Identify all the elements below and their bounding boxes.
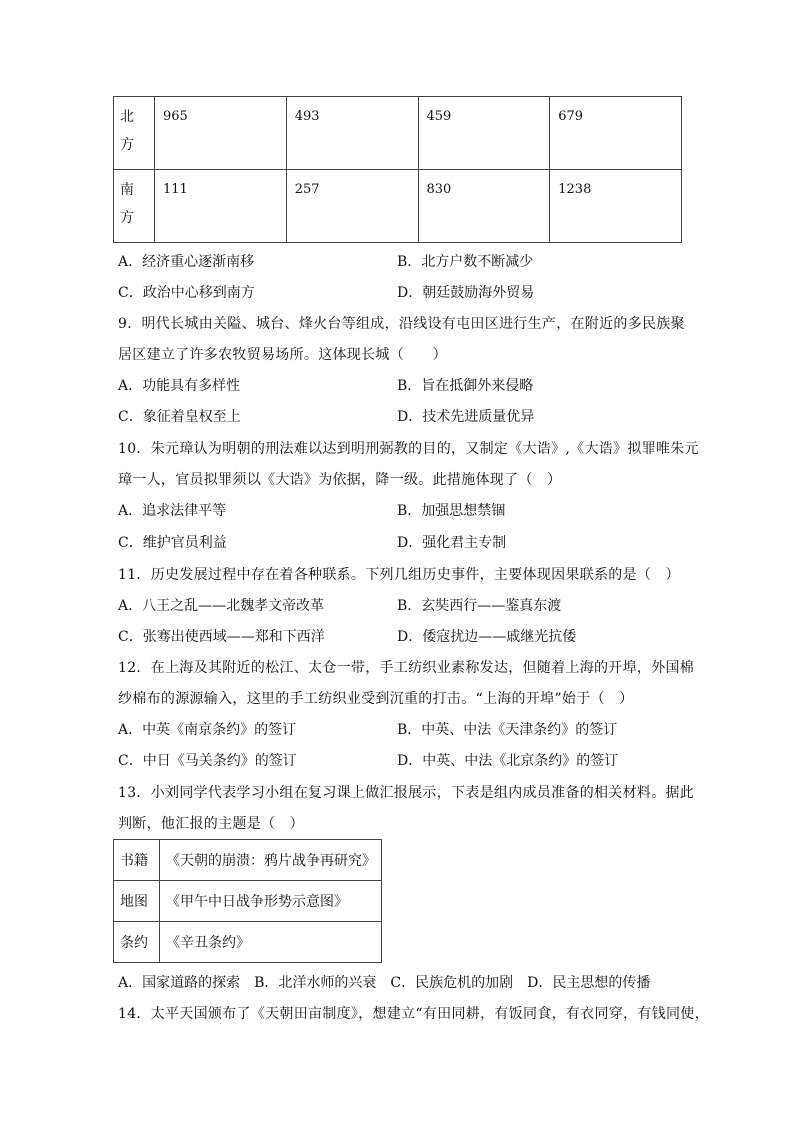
table-cell: 965: [155, 97, 287, 170]
table-row: [114, 170, 682, 243]
row-label: 北 方: [114, 97, 155, 170]
table-cell: 111: [155, 170, 287, 243]
q12-stem-line2: 纱棉布的源源输入，这里的手工纺织业受到沉重的打击。“上海的开埠”始于（ ）: [118, 691, 634, 707]
table-cell: 679: [550, 97, 682, 170]
q12-stem-line1: 12．在上海及其附近的松江、太仓一带，手工纺织业素称发达，但随着上海的开埠，外国棉: [118, 660, 695, 676]
q13-stem-line1: 13．小刘同学代表学习小组在复习课上做汇报展示，下表是组内成员准备的相关材料。据此: [118, 785, 695, 801]
row-label: 南 方: [114, 170, 155, 243]
q10-stem-line1: 10．朱元璋认为明朝的刑法难以达到明刑弼教的目的，又制定《大诰》,《大诰》拟罪唯朱元: [118, 441, 699, 457]
q10-stem-line2: 璋一人，官员拟罪须以《大诰》为依据，降一级。此措施体现了（ ）: [118, 472, 562, 488]
q12-option-d: D．中英、中法《北京条约》的签订: [397, 753, 619, 769]
q8-option-b: B．北方户数不断减少: [397, 254, 534, 270]
q9-option-d: D．技术先进质量优异: [397, 409, 535, 425]
material-item: 《甲午中日战争形势示意图》: [160, 881, 382, 922]
material-category: 书籍: [114, 840, 160, 881]
q9-stem-line1: 9．明代长城由关隘、城台、烽火台等组成，沿线设有屯田区进行生产，在附近的多民族聚: [118, 316, 685, 332]
q10-option-a: A．追求法律平等: [118, 503, 227, 519]
table-row: [114, 881, 382, 922]
q10-option-b: B．加强思想禁锢: [397, 503, 506, 519]
table-row: [114, 840, 382, 881]
q11-stem-line1: 11．历史发展过程中存在着各种联系。下列几组历史事件，主要体现因果联系的是（ ）: [118, 567, 680, 583]
table-cell: 493: [286, 97, 418, 170]
q12-option-b: B．中英、中法《天津条约》的签订: [397, 722, 618, 738]
material-item: 《天朝的崩溃：鸦片战争再研究》: [160, 840, 382, 881]
q9-option-c: C．象征着皇权至上: [118, 409, 241, 425]
material-item: 《辛丑条约》: [160, 922, 382, 963]
table-cell: 257: [286, 170, 418, 243]
q11-option-b: B．玄奘西行——鉴真东渡: [397, 598, 562, 614]
table-cell: 830: [418, 170, 550, 243]
q11-option-c: C．张骞出使西域——郑和下西洋: [118, 629, 325, 645]
q8-option-a: A．经济重心逐渐南移: [118, 254, 255, 270]
table-row: [114, 97, 682, 170]
households-table: [113, 96, 682, 243]
q8-option-d: D．朝廷鼓励海外贸易: [397, 285, 535, 301]
table-cell: 459: [418, 97, 550, 170]
q8-option-c: C．政治中心移到南方: [118, 285, 255, 301]
table-cell: 1238: [550, 170, 682, 243]
q10-option-c: C．维护官员利益: [118, 535, 227, 551]
materials-table: [113, 839, 382, 963]
q14-stem-line1: 14．太平天国颁布了《天朝田亩制度》，想建立“有田同耕，有饭同食，有衣同穿，有钱同使，: [118, 1006, 709, 1022]
q9-option-a: A．功能具有多样性: [118, 378, 241, 394]
q13-options: A．国家道路的探索 B．北洋水师的兴衰 C．民族危机的加剧 D．民主思想的传播: [118, 975, 651, 991]
material-category: 条约: [114, 922, 160, 963]
q12-option-a: A．中英《南京条约》的签订: [118, 722, 297, 738]
q11-option-a: A．八王之乱——北魏孝文帝改革: [118, 598, 325, 614]
q12-option-c: C．中日《马关条约》的签订: [118, 753, 297, 769]
q13-stem-line2: 判断，他汇报的主题是（ ）: [118, 816, 304, 832]
q9-stem-line2: 居区建立了许多农牧贸易场所。这体现长城（ ）: [118, 347, 447, 363]
table-row: [114, 922, 382, 963]
q11-option-d: D．倭寇扰边——戚继光抗倭: [397, 629, 577, 645]
q9-option-b: B．旨在抵御外来侵略: [397, 378, 534, 394]
material-category: 地图: [114, 881, 160, 922]
q10-option-d: D．强化君主专制: [397, 535, 507, 551]
